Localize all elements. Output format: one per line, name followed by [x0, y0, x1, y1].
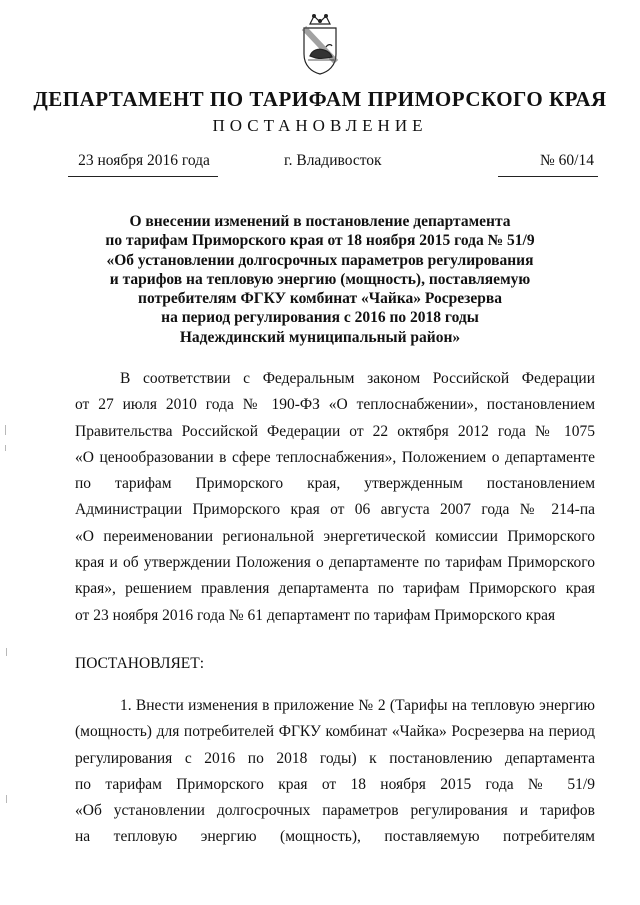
scan-artifact — [5, 425, 6, 435]
preamble-line: «О ценообразовании в сфере теплоснабжения», Положением о департаменте — [75, 448, 595, 466]
subject-line: «Об установлении долгосрочных параметров регулирования — [106, 251, 534, 269]
coat-of-arms-icon — [298, 10, 342, 76]
item-1-paragraph — [75, 693, 595, 851]
document-number: № 60/14 — [540, 152, 594, 169]
item-1-line: регулирования с 2016 по 2018 годы) к постановлению департамента — [75, 749, 595, 767]
preamble-line: от 27 июля 2010 года № 190-ФЗ «О теплоснабжении», постановлением — [75, 396, 595, 414]
item-1-line: по тарифам Приморского края от 18 ноября 2015 года № 51/9 — [75, 775, 595, 793]
preamble-paragraph — [75, 366, 595, 629]
scan-artifact — [6, 795, 7, 803]
item-1-line: «Об установлении долгосрочных параметров регулирования и тарифов — [75, 802, 595, 820]
document-date: 23 ноября 2016 года — [78, 152, 210, 169]
item-1-line: на тепловую энергию (мощность), поставляемую потребителям — [75, 828, 595, 846]
subject-line: О внесении изменений в постановление департамента — [129, 213, 511, 230]
preamble-line: по тарифам Приморского края, утвержденным постановлением — [75, 475, 595, 493]
document-type: ПОСТАНОВЛЕНИЕ — [212, 116, 428, 135]
subject-line: и тарифов на тепловую энергию (мощность), поставляемую — [109, 270, 531, 288]
subject-line: потребителям ФГКУ комбинат «Чайка» Росрезерва — [138, 290, 502, 308]
subject-line: Надеждинский муниципальный район» — [179, 328, 461, 346]
number-underline — [498, 176, 598, 177]
preamble-line: В соответствии с Федеральным законом Российской Федерации — [120, 370, 595, 387]
department-title: ДЕПАРТАМЕНТ ПО ТАРИФАМ ПРИМОРСКОГО КРАЯ — [33, 87, 607, 111]
date-underline — [68, 176, 218, 177]
subject-line: на период регулирования с 2016 по 2018 годы — [161, 309, 479, 327]
subject-line: по тарифам Приморского края от 18 ноября 2015 года № 51/9 — [105, 232, 535, 250]
item-1-line: 1. Внести изменения в приложение № 2 (Тарифы на тепловую энергию — [120, 697, 595, 714]
document-subject — [60, 212, 580, 347]
preamble-line: Правительства Российской Федерации от 22 октября 2012 года № 1075 — [75, 422, 595, 440]
preamble-line: от 23 ноября 2016 года № 61 департамент по тарифам Приморского края — [75, 606, 556, 624]
item-1-line: (мощность) для потребителей ФГКУ комбинат «Чайка» Росрезерва на период — [75, 723, 595, 741]
preamble-line: края», решением правления департамента по тарифам Приморского края — [75, 580, 595, 598]
scan-artifact — [5, 445, 6, 451]
document-city: г. Владивосток — [284, 152, 382, 169]
scan-artifact — [6, 648, 7, 656]
decree-heading: ПОСТАНОВЛЯЕТ: — [75, 655, 205, 672]
preamble-line: «О переименовании региональной энергетической комиссии Приморского — [75, 527, 595, 545]
preamble-line: края и об утверждении Положения о департаменте по тарифам Приморского — [75, 554, 595, 572]
preamble-line: Администрации Приморского края от 06 августа 2007 года № 214-па — [75, 501, 595, 519]
